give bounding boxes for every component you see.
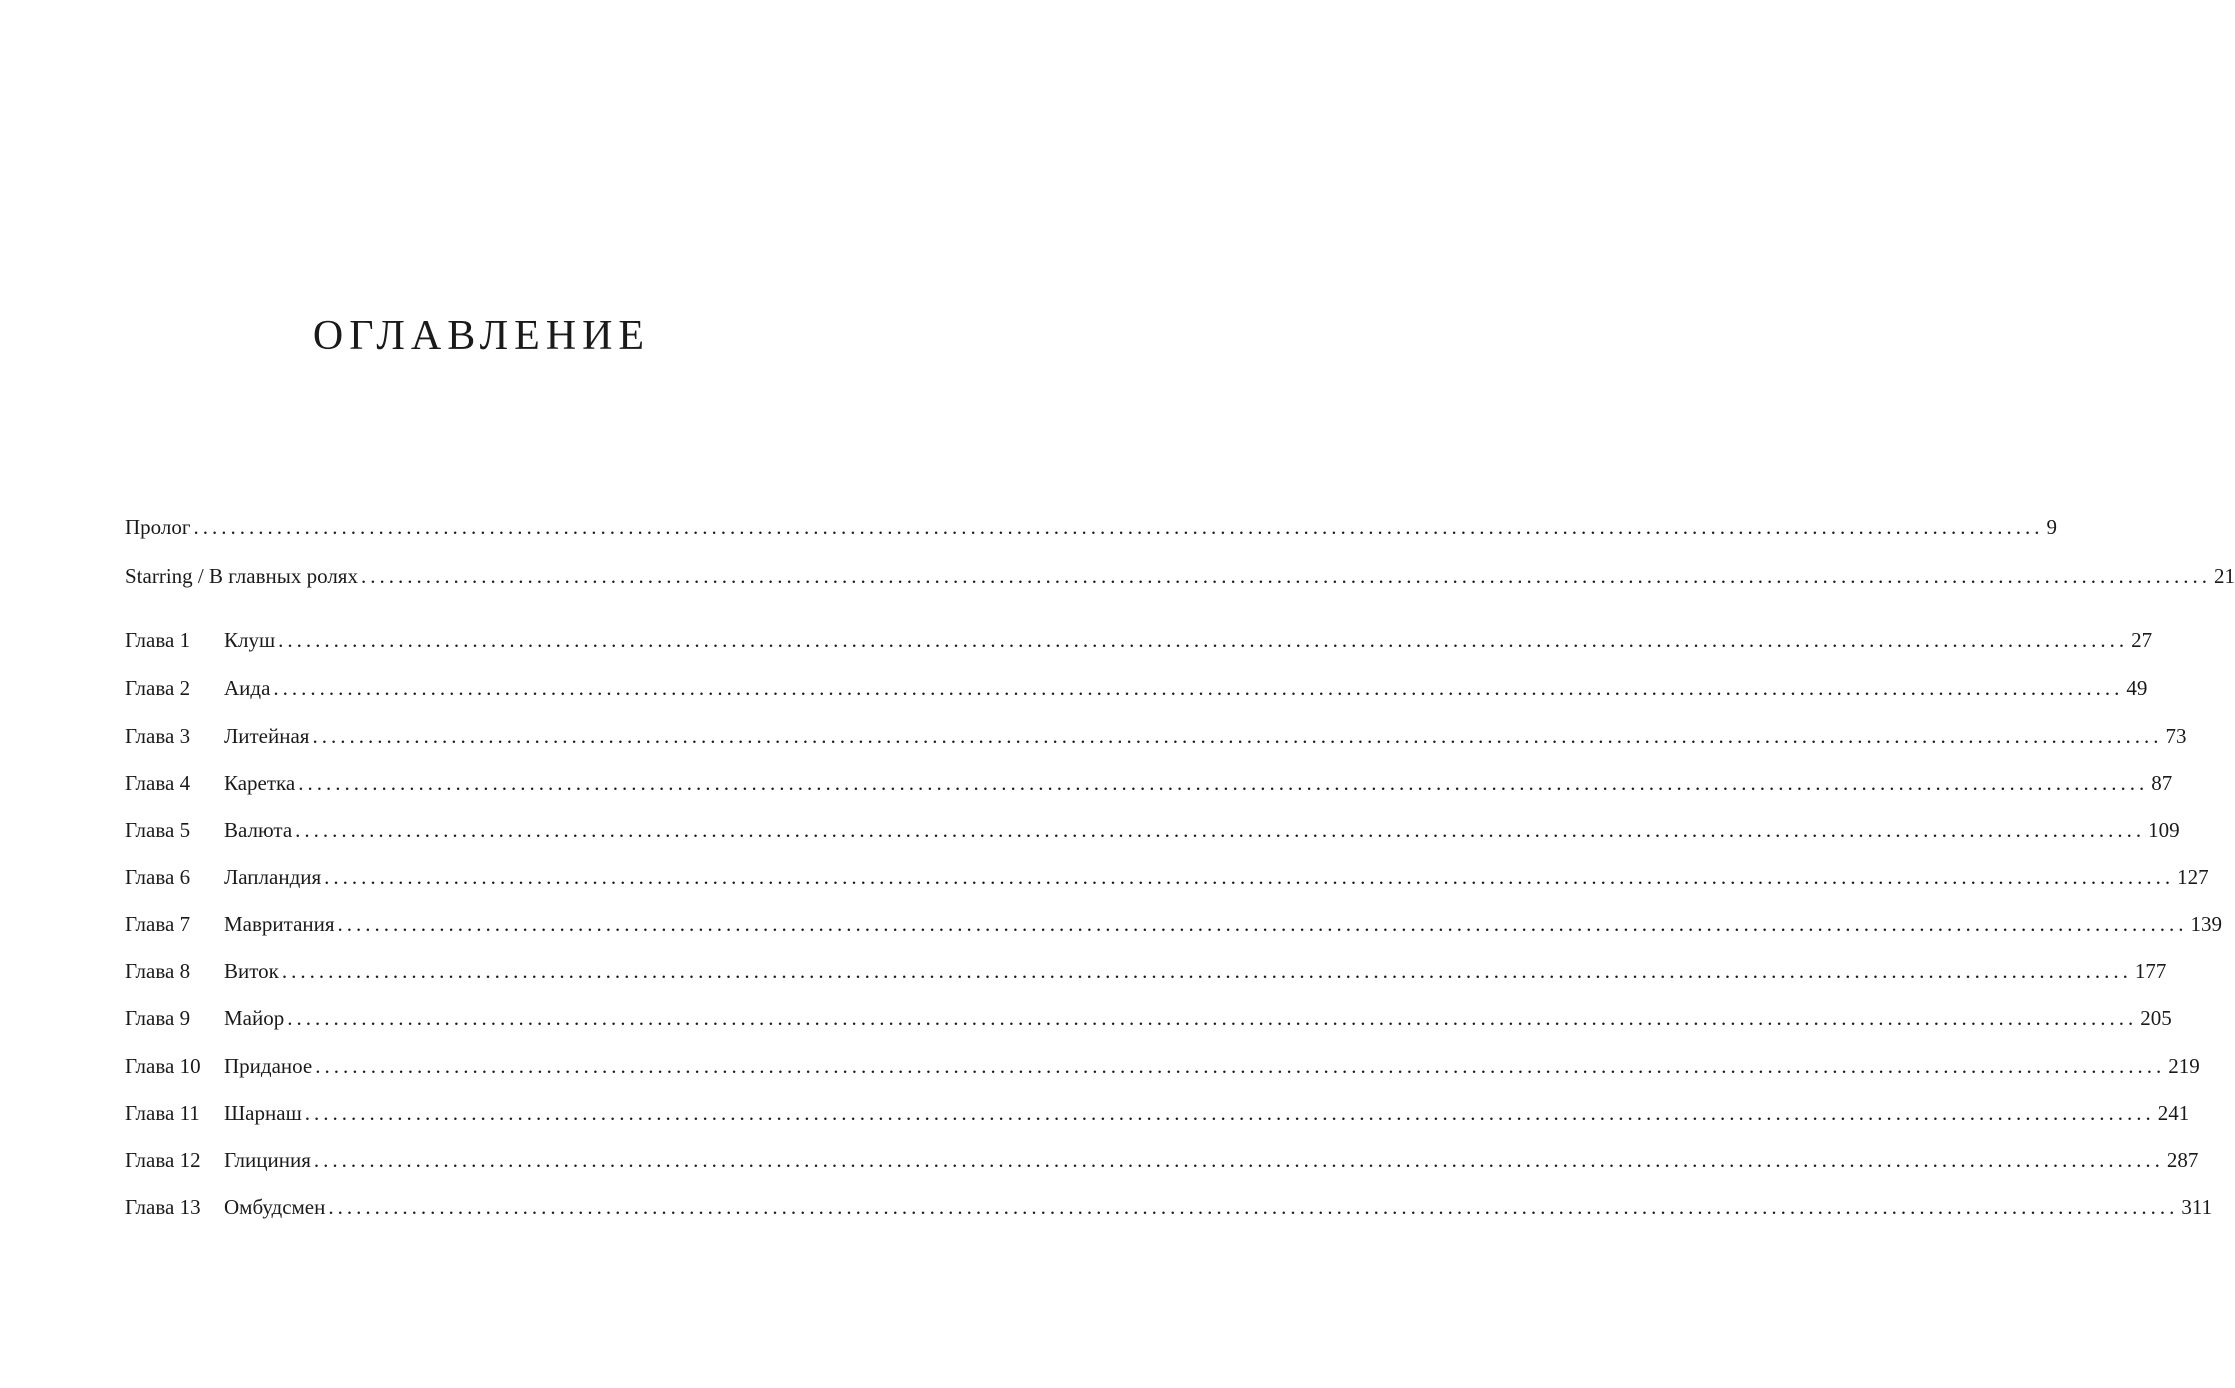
leader-dots: ........................................................................................................................................................................................................ — [337, 912, 2188, 936]
toc-entry-chapter[interactable] — [125, 1192, 2213, 1222]
toc-entry-title: Шарнаш — [224, 1101, 302, 1125]
toc-entry-page: 27 — [2131, 628, 2153, 652]
toc-chapter-number: Глава 7 — [125, 912, 191, 936]
leader-dots: ........................................................................................................................................................................................................ — [328, 1195, 2179, 1219]
toc-entry-title: Клуш — [224, 628, 276, 652]
toc-entry-page: 127 — [2177, 865, 2209, 889]
leader-dots: ........................................................................................................................................................................................................ — [278, 628, 2129, 652]
toc-entry-page: 73 — [2165, 724, 2187, 748]
toc-entry-page: 109 — [2148, 818, 2180, 842]
page-title: ОГЛАВЛЕНИЕ — [312, 313, 651, 359]
toc-entry-chapter[interactable] — [125, 625, 2153, 655]
leader-dots: ........................................................................................................................................................................................................ — [315, 1054, 2166, 1078]
toc-entry-title: Глициния — [224, 1148, 311, 1172]
toc-entry-page: 49 — [2126, 676, 2148, 700]
toc-entry-page: 311 — [2181, 1195, 2213, 1219]
toc-entry-chapter[interactable] — [125, 1051, 2200, 1081]
toc-entry-chapter[interactable] — [125, 768, 2173, 798]
toc-entry-page: 21 — [2213, 564, 2235, 588]
toc-entry-page: 9 — [2046, 515, 2057, 539]
toc-entry-chapter[interactable] — [125, 909, 2223, 939]
leader-dots: ........................................................................................................................................................................................................ — [304, 1101, 2155, 1125]
toc-chapter-number: Глава 6 — [125, 865, 191, 889]
toc-entry-chapter[interactable] — [125, 721, 2187, 751]
toc-entry-starring[interactable] — [125, 561, 2235, 591]
toc-entry-page: 87 — [2151, 771, 2173, 795]
leader-dots: ........................................................................................................................................................................................................ — [281, 959, 2132, 983]
toc-chapter-number: Глава 2 — [125, 676, 191, 700]
leader-dots: ........................................................................................................................................................................................................ — [295, 818, 2146, 842]
toc-entry-title: Майор — [224, 1006, 285, 1030]
toc-chapter-number: Глава 11 — [125, 1101, 200, 1125]
toc-entry-title: Валюта — [224, 818, 293, 842]
toc-entry-title: Starring / В главных ролях — [125, 564, 358, 588]
toc-entry-chapter[interactable] — [125, 1098, 2190, 1128]
toc-chapter-number: Глава 3 — [125, 724, 191, 748]
leader-dots: ........................................................................................................................................................................................................ — [312, 724, 2163, 748]
toc-chapter-number: Глава 12 — [125, 1148, 201, 1172]
toc-chapter-number: Глава 9 — [125, 1006, 191, 1030]
toc-entry-title: Мавритания — [224, 912, 335, 936]
toc-entry-title: Каретка — [224, 771, 296, 795]
toc-chapter-number: Глава 13 — [125, 1195, 201, 1219]
toc-entry-title: Омбудсмен — [224, 1195, 326, 1219]
toc-entry-page: 219 — [2168, 1054, 2200, 1078]
toc-entry-chapter[interactable] — [125, 815, 2180, 845]
toc-entry-title: Приданое — [224, 1054, 313, 1078]
toc-entry-chapter[interactable] — [125, 1145, 2199, 1175]
toc-entry-chapter[interactable] — [125, 862, 2209, 892]
leader-dots: ........................................................................................................................................................................................................ — [313, 1148, 2164, 1172]
toc-chapter-number: Глава 5 — [125, 818, 191, 842]
toc-chapter-number: Глава 1 — [125, 628, 191, 652]
toc-entry-title: Аида — [224, 676, 271, 700]
toc-entry-page: 241 — [2157, 1101, 2190, 1125]
leader-dots: ........................................................................................................................................................................................................ — [298, 771, 2149, 795]
leader-dots: ........................................................................................................................................................................................................ — [324, 865, 2175, 889]
toc-entry-page: 287 — [2166, 1148, 2199, 1172]
toc-entry-page: 177 — [2134, 959, 2167, 983]
toc-chapter-number: Глава 8 — [125, 959, 191, 983]
toc-chapter-number: Глава 10 — [125, 1054, 201, 1078]
toc-entry-page: 139 — [2190, 912, 2223, 936]
leader-dots: ........................................................................................................................................................................................................ — [287, 1006, 2138, 1030]
toc-chapter-number: Глава 4 — [125, 771, 191, 795]
toc-entry-page: 205 — [2140, 1006, 2172, 1030]
toc-entry-prologue[interactable] — [125, 512, 2057, 542]
toc-entry-chapter[interactable] — [125, 956, 2167, 986]
toc-entry-title: Виток — [224, 959, 279, 983]
toc-entry-chapter[interactable] — [125, 1003, 2172, 1033]
leader-dots: ........................................................................................................................................................................................................ — [273, 676, 2124, 700]
toc-entry-title: Лапландия — [224, 865, 322, 889]
toc-entry-chapter[interactable] — [125, 673, 2148, 703]
leader-dots: ........................................................................................................................................................................................................ — [193, 515, 2044, 539]
toc-entry-title: Литейная — [224, 724, 310, 748]
leader-dots: ........................................................................................................................................................................................................ — [360, 564, 2211, 588]
toc-entry-title: Пролог — [125, 515, 191, 539]
